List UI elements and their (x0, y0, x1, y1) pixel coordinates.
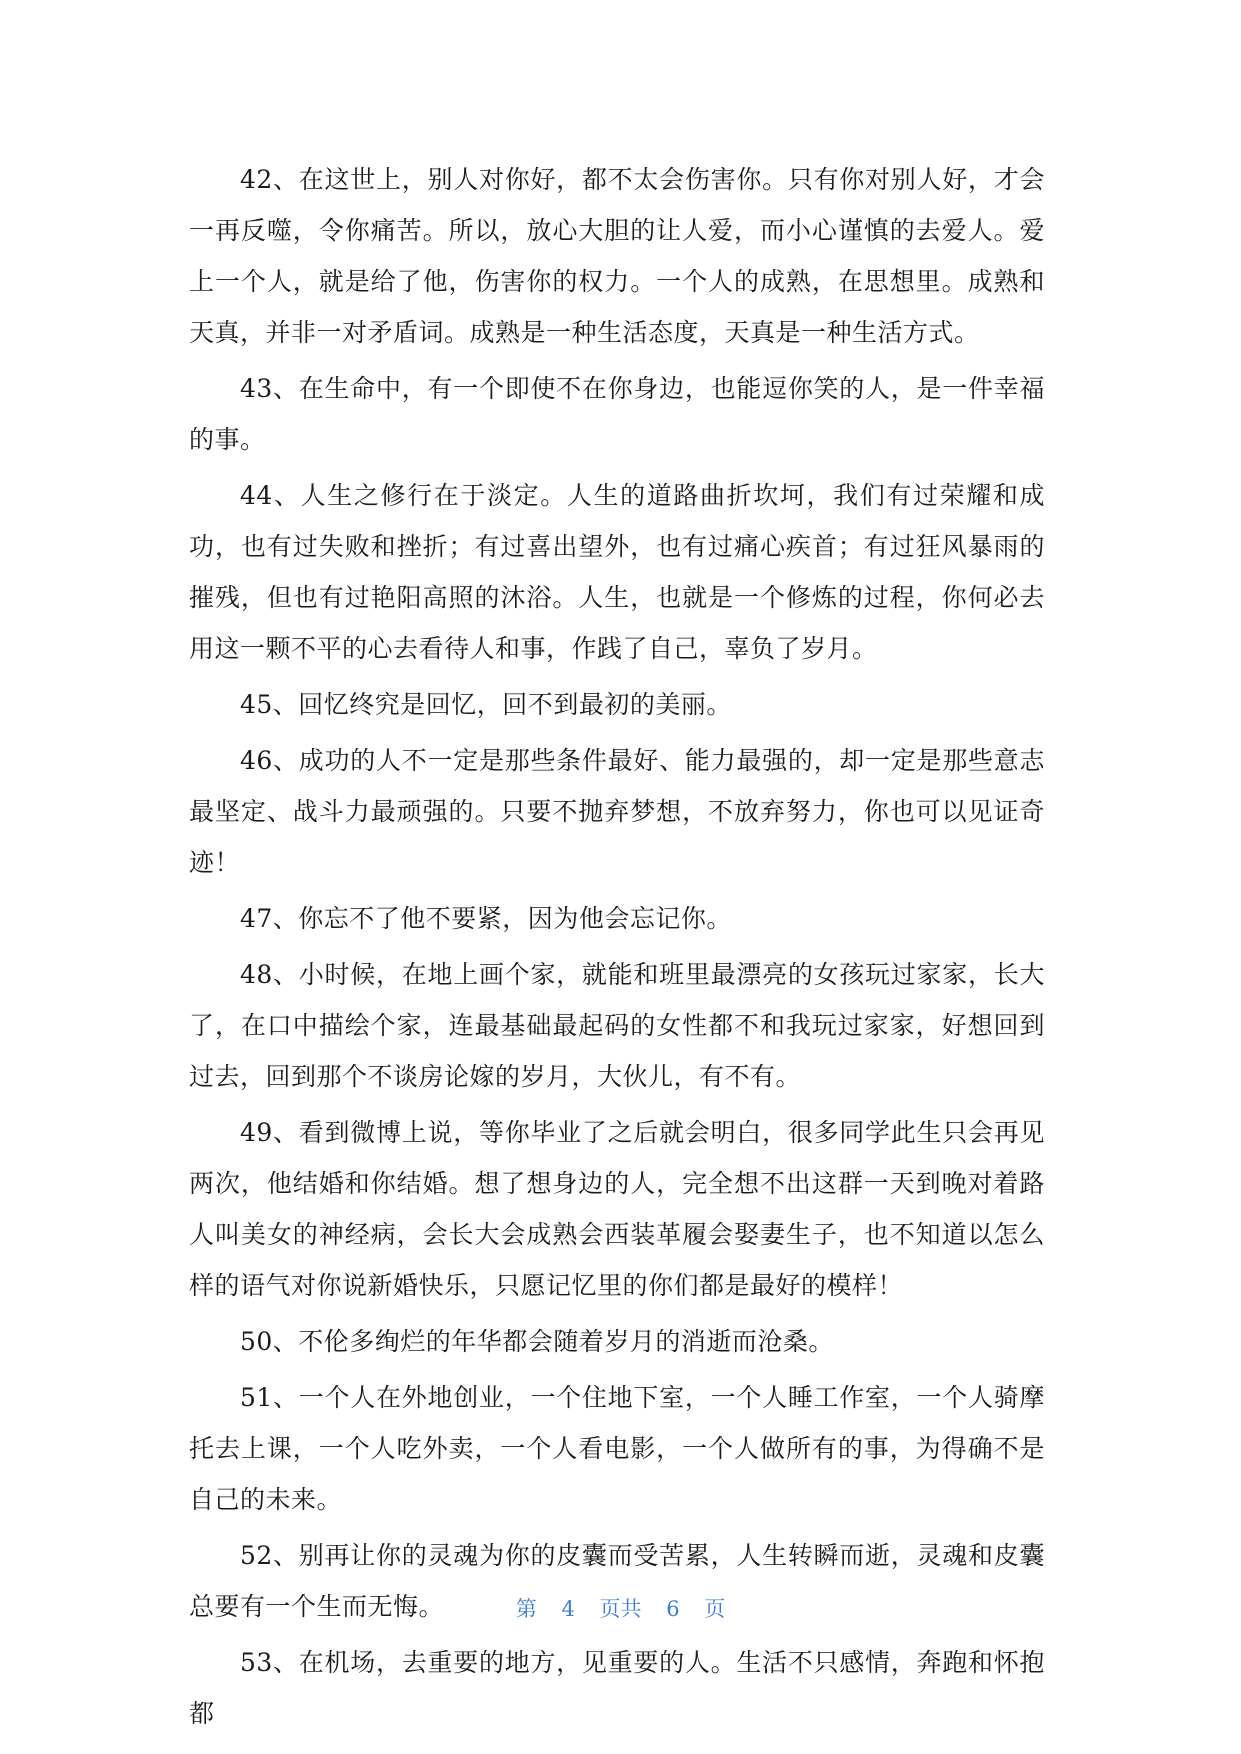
footer-total-pages: 6 (666, 1597, 680, 1621)
paragraph-42: 42、在这世上，别人对你好，都不太会伤害你。只有你对别人好，才会一再反噬，令你痛苦。所以，放心大胆的让人爱，而小心谨慎的去爱人。爱上一个人，就是给了他，伤害你的权力。一个人的成熟，在思想里。成熟和天真，并非一对矛盾词。成熟是一种生活态度，天真是一种生活方式。 (189, 165, 1045, 347)
paragraph-52: 52、别再让你的灵魂为你的皮囊而受苦累，人生转瞬而逝，灵魂和皮囊总要有一个生而无悔。 (189, 1541, 1045, 1621)
paragraph-53: 53、在机场，去重要的地方，见重要的人。生活不只感情，奔跑和怀抱都 (189, 1648, 1045, 1728)
footer-middle: 页共 (599, 1597, 642, 1621)
paragraph-43: 43、在生命中，有一个即使不在你身边，也能逗你笑的人，是一件幸福的事。 (189, 374, 1045, 454)
paragraph-49: 49、看到微博上说，等你毕业了之后就会明白，很多同学此生只会再见两次，他结婚和你结婚。想了想身边的人，完全想不出这群一天到晚对着路人叫美女的神经病，会长大会成熟会西装革履会娶妻生子，也不知道以怎么样的语气对你说新婚快乐，只愿记忆里的你们都是最好的模样！ (189, 1118, 1045, 1300)
document-body (189, 154, 1045, 1744)
paragraph-51: 51、一个人在外地创业，一个住地下室，一个人睡工作室，一个人骑摩托去上课，一个人吃外卖，一个人看电影，一个人做所有的事，为得确不是自己的未来。 (189, 1383, 1045, 1514)
footer-suffix: 页 (704, 1597, 726, 1621)
footer-prefix: 第 (515, 1597, 537, 1621)
paragraph-45: 45、回忆终究是回忆，回不到最初的美丽。 (240, 690, 732, 719)
paragraph-46: 46、成功的人不一定是那些条件最好、能力最强的，却一定是那些意志最坚定、战斗力最顽强的。只要不抛弃梦想，不放弃努力，你也可以见证奇迹！ (189, 746, 1045, 877)
page-footer (0, 1593, 1241, 1623)
paragraph-44: 44、人生之修行在于淡定。人生的道路曲折坎坷，我们有过荣耀和成功，也有过失败和挫折；有过喜出望外，也有过痛心疾首；有过狂风暴雨的摧残，但也有过艳阳高照的沐浴。人生，也就是一个修炼的过程，你何必去用这一颗不平的心去看待人和事，作践了自己，辜负了岁月。 (189, 481, 1045, 663)
paragraph-48: 48、小时候，在地上画个家，就能和班里最漂亮的女孩玩过家家，长大了，在口中描绘个家，连最基础最起码的女性都不和我玩过家家，好想回到过去，回到那个不谈房论嫁的岁月，大伙儿，有不有。 (189, 960, 1045, 1091)
paragraph-50: 50、不伦多绚烂的年华都会随着岁月的消逝而沧桑。 (240, 1327, 834, 1356)
paragraph-47: 47、你忘不了他不要紧，因为他会忘记你。 (240, 904, 732, 933)
footer-current-page: 4 (561, 1597, 575, 1621)
